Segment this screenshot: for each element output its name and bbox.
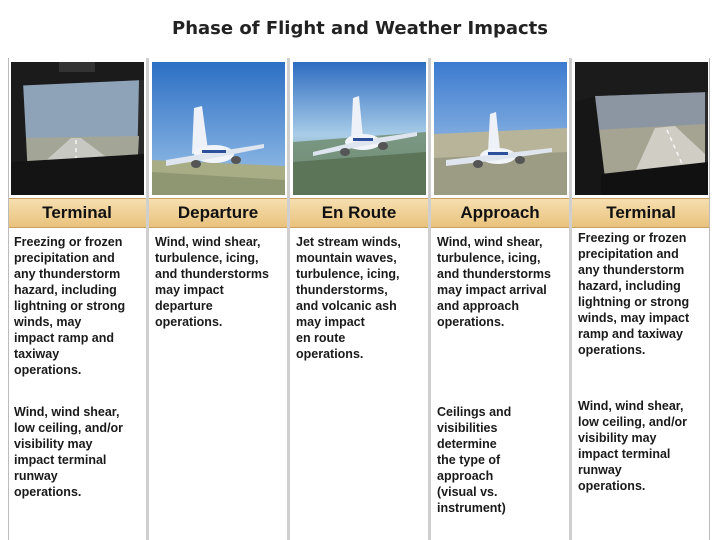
impact-text-secondary: Wind, wind shear, low ceiling, and/or visibility may impact terminal runway operations. — [578, 399, 688, 493]
phase-label: Approach — [431, 198, 569, 228]
phase-column-terminal-1 — [8, 58, 146, 540]
cockpit-runway-image-1 — [11, 62, 144, 195]
phase-label: Terminal — [572, 198, 710, 228]
cockpit-runway-illustration — [575, 62, 708, 195]
impact-text-secondary: Wind, wind shear, low ceiling, and/or visibility may impact terminal runway operations. — [14, 405, 124, 499]
phase-grid — [8, 58, 710, 540]
phase-column-terminal-2 — [572, 58, 710, 540]
impact-text-primary: Jet stream winds, mountain waves, turbulence, icing, thunderstorms, and volcanic ash may impact en route operations. — [296, 235, 401, 361]
phase-label: Terminal — [8, 198, 146, 228]
airliner-climbing-image — [152, 62, 285, 195]
cockpit-runway-illustration — [11, 62, 144, 195]
phase-label: En Route — [290, 198, 428, 228]
airliner-approach-image — [434, 62, 567, 195]
phase-column-departure — [149, 58, 287, 540]
impact-text-primary: Wind, wind shear, turbulence, icing, and thunderstorms may impact arrival and approach operations. — [437, 235, 551, 329]
airliner-approach-illustration — [434, 62, 567, 195]
airliner-cruising-image — [293, 62, 426, 195]
phase-label: Departure — [149, 198, 287, 228]
impact-text-secondary: Ceilings and visibilities determine the type of approach (visual vs. instrument) — [437, 405, 512, 515]
airliner-cruising-illustration — [293, 62, 426, 195]
page-title: Phase of Flight and Weather Impacts — [172, 18, 548, 39]
impact-text-primary: Wind, wind shear, turbulence, icing, and thunderstorms may impact departure operations. — [155, 235, 269, 329]
impact-text-primary: Freezing or frozen precipitation and any thunderstorm hazard, including lightning or strong winds, may impact ramp and taxiway operations. — [14, 235, 126, 377]
cockpit-runway-image-2 — [575, 62, 708, 195]
impact-text-primary: Freezing or frozen precipitation and any thunderstorm hazard, including lightning or strong winds, may impact ramp and taxiway operations. — [578, 231, 690, 357]
phase-column-approach — [431, 58, 569, 540]
phase-column-en-route — [290, 58, 428, 540]
airliner-climbing-illustration — [152, 62, 285, 195]
